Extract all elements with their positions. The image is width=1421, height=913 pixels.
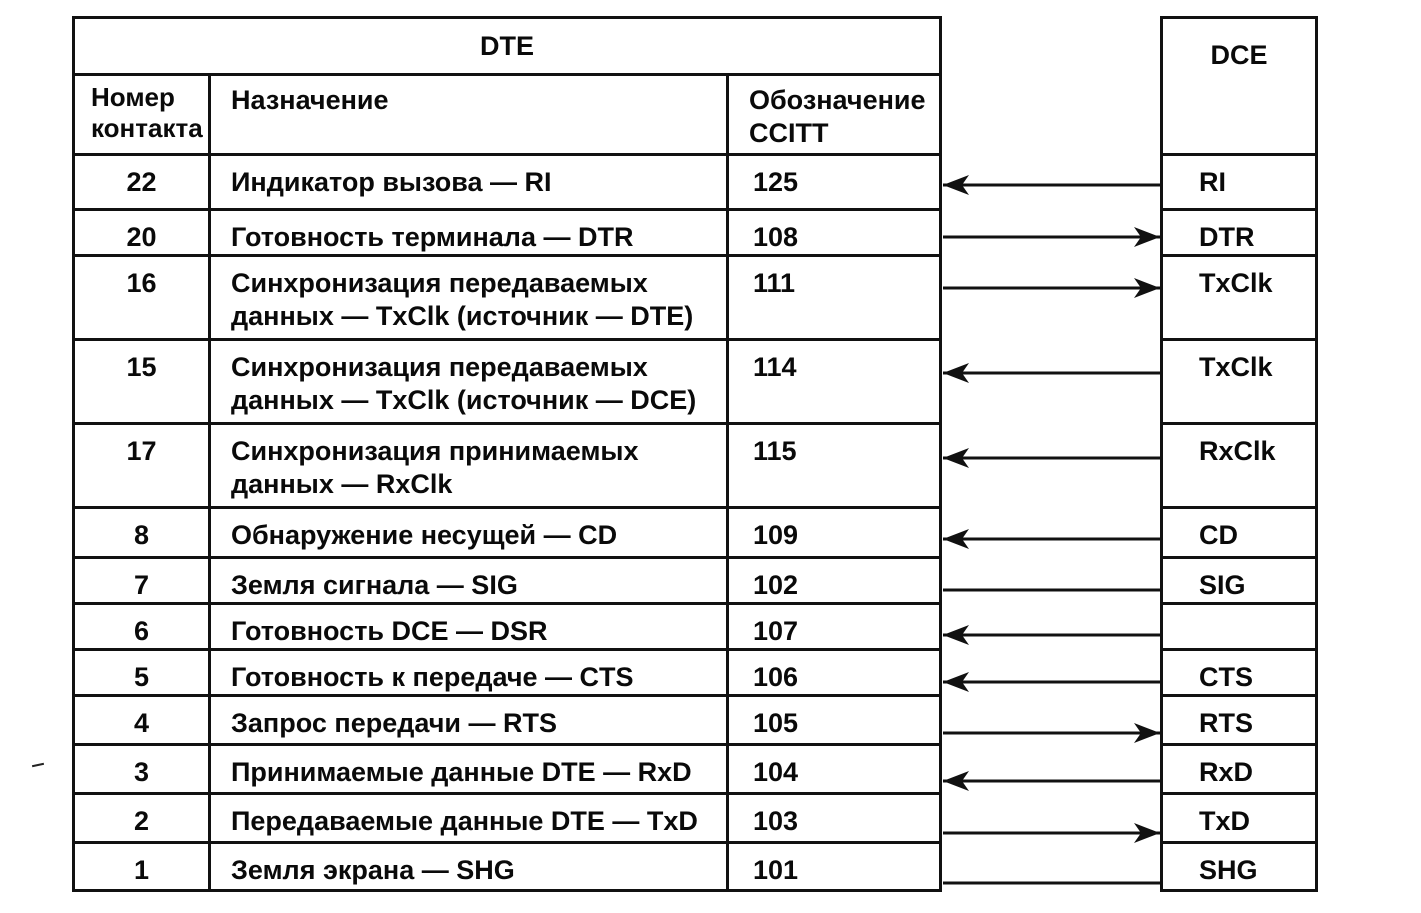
signal-purpose: Обнаружение несущей — CD	[210, 508, 728, 558]
pin-number: 16	[74, 256, 210, 340]
signal-purpose: Синхронизация передаваемых данных — TxClk (источник — DCE)	[210, 340, 728, 424]
ccitt-code: 114	[728, 340, 941, 424]
dce-signal: SIG	[1162, 558, 1317, 604]
ccitt-code: 106	[728, 650, 941, 696]
signal-purpose: Готовность DCE — DSR	[210, 604, 728, 650]
pin-number: 8	[74, 508, 210, 558]
dce-signal: SHG	[1162, 843, 1317, 891]
ccitt-code: 101	[728, 843, 941, 891]
signal-purpose: Передаваемые данные DTE — TxD	[210, 794, 728, 843]
header-purpose: Назначение	[210, 75, 728, 155]
dce-signal: CTS	[1162, 650, 1317, 696]
dce-signal: TxClk	[1162, 340, 1317, 424]
pin-number: 3	[74, 745, 210, 794]
ccitt-code: 102	[728, 558, 941, 604]
ccitt-code: 103	[728, 794, 941, 843]
pin-number: 2	[74, 794, 210, 843]
dce-signal: TxD	[1162, 794, 1317, 843]
dce-title: DCE	[1162, 18, 1317, 155]
ccitt-code: 109	[728, 508, 941, 558]
header-pin-number: Номер контакта	[74, 75, 210, 155]
ccitt-code: 104	[728, 745, 941, 794]
pin-number: 4	[74, 696, 210, 745]
pin-number: 22	[74, 155, 210, 210]
ccitt-code: 125	[728, 155, 941, 210]
pin-number: 17	[74, 424, 210, 508]
dce-signal: RTS	[1162, 696, 1317, 745]
signal-purpose: Земля экрана — SHG	[210, 843, 728, 891]
signal-purpose: Принимаемые данные DTE — RxD	[210, 745, 728, 794]
pin-number: 15	[74, 340, 210, 424]
ccitt-code: 105	[728, 696, 941, 745]
dce-signal: RxD	[1162, 745, 1317, 794]
dce-signal: RI	[1162, 155, 1317, 210]
ccitt-code: 108	[728, 210, 941, 256]
pin-number: 1	[74, 843, 210, 891]
ccitt-code: 111	[728, 256, 941, 340]
signal-purpose: Запрос передачи — RTS	[210, 696, 728, 745]
signal-purpose: Индикатор вызова — RI	[210, 155, 728, 210]
pin-number: 20	[74, 210, 210, 256]
signal-purpose: Готовность к передаче — CTS	[210, 650, 728, 696]
pin-number: 6	[74, 604, 210, 650]
ccitt-code: 107	[728, 604, 941, 650]
signal-purpose: Готовность терминала — DTR	[210, 210, 728, 256]
ccitt-code: 115	[728, 424, 941, 508]
dte-title: DTE	[74, 18, 941, 75]
dce-signal: RxClk	[1162, 424, 1317, 508]
signal-purpose: Синхронизация передаваемых данных — TxClk (источник — DTE)	[210, 256, 728, 340]
pin-number: 5	[74, 650, 210, 696]
signal-purpose: Земля сигнала — SIG	[210, 558, 728, 604]
dce-signal: CD	[1162, 508, 1317, 558]
pin-number: 7	[74, 558, 210, 604]
header-ccitt: Обозначение CCITT	[728, 75, 941, 155]
dce-signal: DTR	[1162, 210, 1317, 256]
dce-signal: TxClk	[1162, 256, 1317, 340]
signal-purpose: Синхронизация принимаемых данных — RxClk	[210, 424, 728, 508]
